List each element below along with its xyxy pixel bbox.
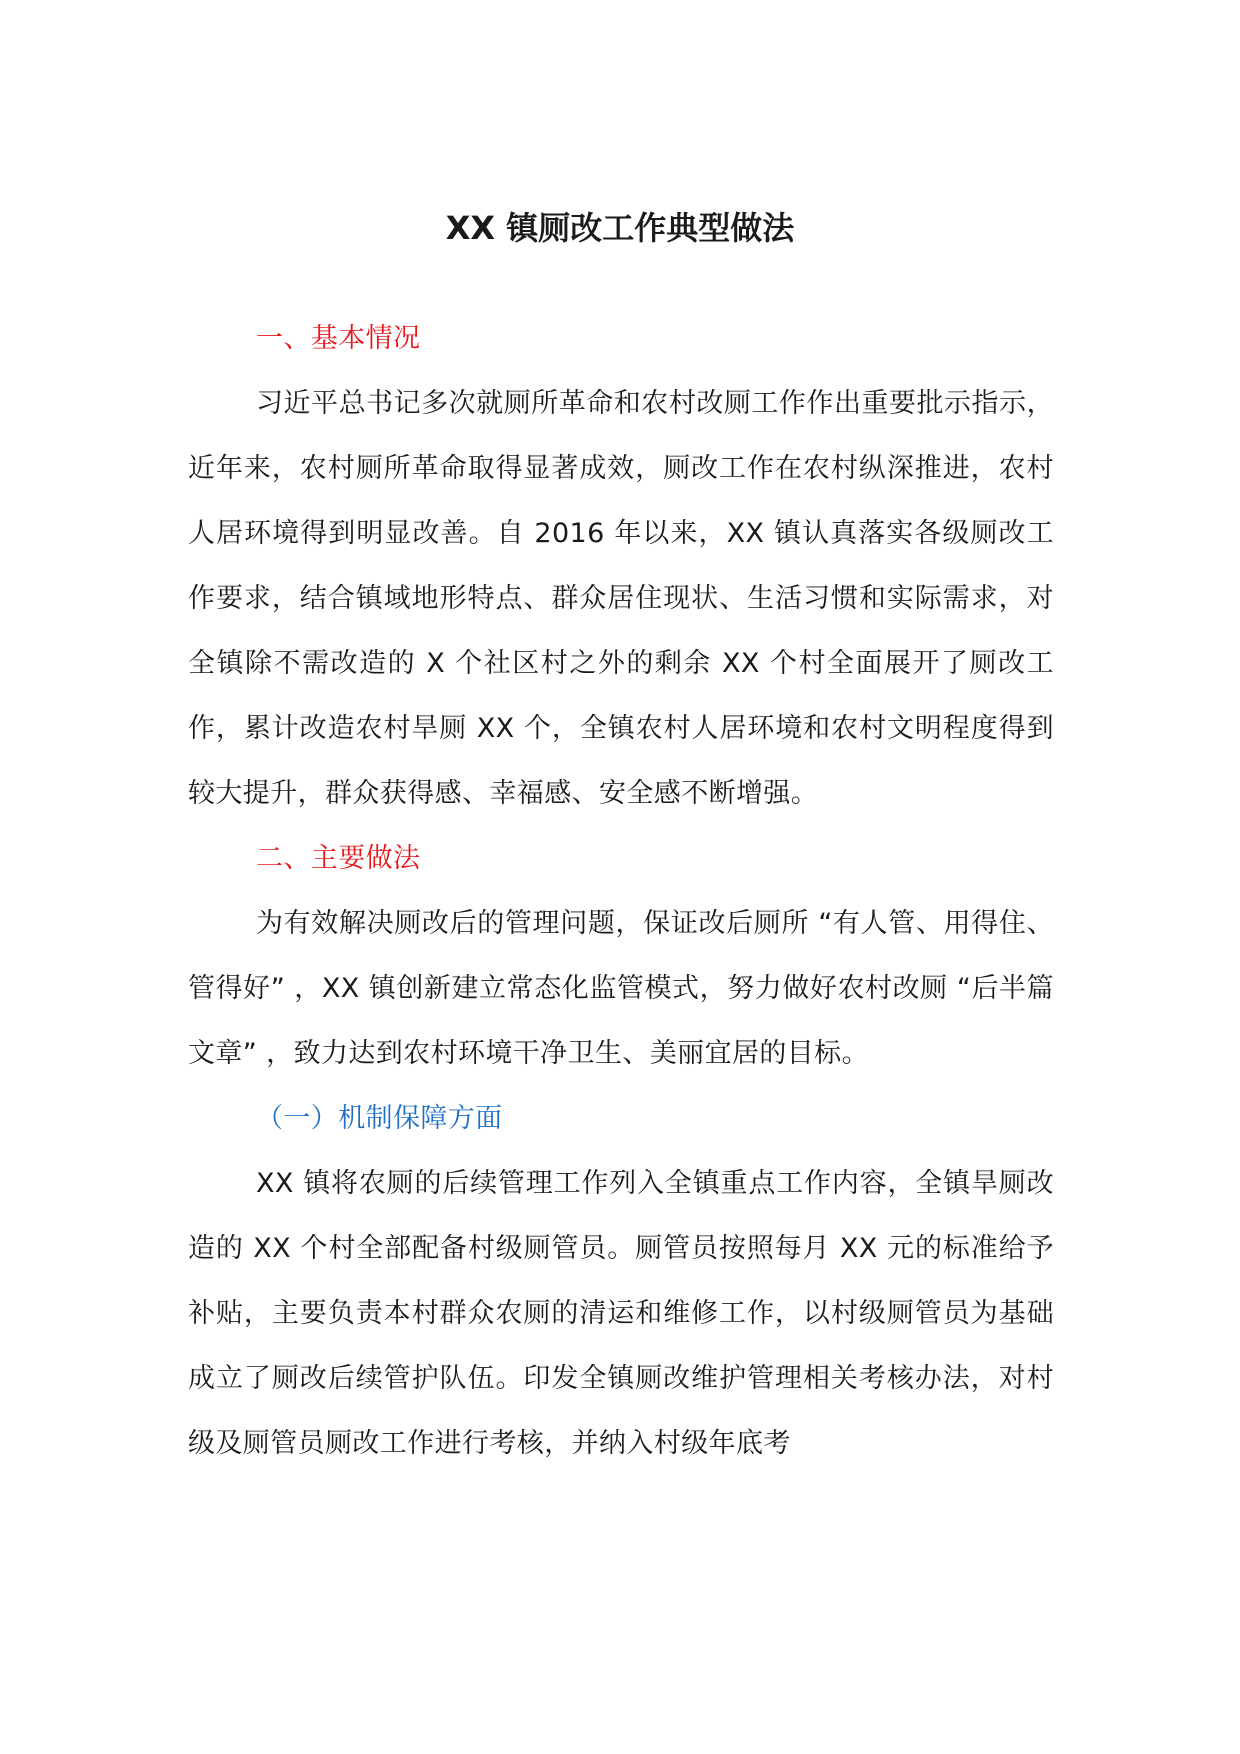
paragraph-mechanism: XX 镇将农厕的后续管理工作列入全镇重点工作内容，全镇旱厕改造的 XX 个村全部配备村级厕管员。厕管员按照每月 XX 元的标准给予补贴，主要负责本村群众农厕的清运和维修工作，以村级厕管员为基础成立了厕改后续管护队伍。印发全镇厕改维护管理相关考核办法，对村级及厕管员厕改工作进行考核，并纳入村级年底考 [188,1168,1054,1459]
subsection-heading-mechanism: （一）机制保障方面 [256,1103,503,1134]
page-title: XX 镇厕改工作典型做法 [445,209,795,247]
section-heading-basic-situation: 一、基本情况 [256,323,421,354]
document-body [188,306,1054,1476]
paragraph-main-practices: 为有效解决厕改后的管理问题，保证改后厕所 “有人管、用得住、管得好” ，XX 镇创新建立常态化监管模式，努力做好农村改厕 “后半篇文章” ，致力达到农村环境干净卫生、美丽宜居的目标。 [188,908,1054,1069]
section-heading-main-practices: 二、主要做法 [256,843,421,874]
paragraph-basic-situation: 习近平总书记多次就厕所革命和农村改厕工作作出重要批示指示，近年来，农村厕所革命取得显著成效，厕改工作在农村纵深推进，农村人居环境得到明显改善。自 2016 年以来，XX 镇认真落实各级厕改工作要求，结合镇域地形特点、群众居住现状、生活习惯和实际需求，对全镇除不需改造的 X 个社区村之外的剩余 XX 个村全面展开了厕改工作，累计改造农村旱厕 XX 个，全镇农村人居环境和农村文明程度得到较大提升，群众获得感、幸福感、安全感不断增强。 [188,388,1054,809]
